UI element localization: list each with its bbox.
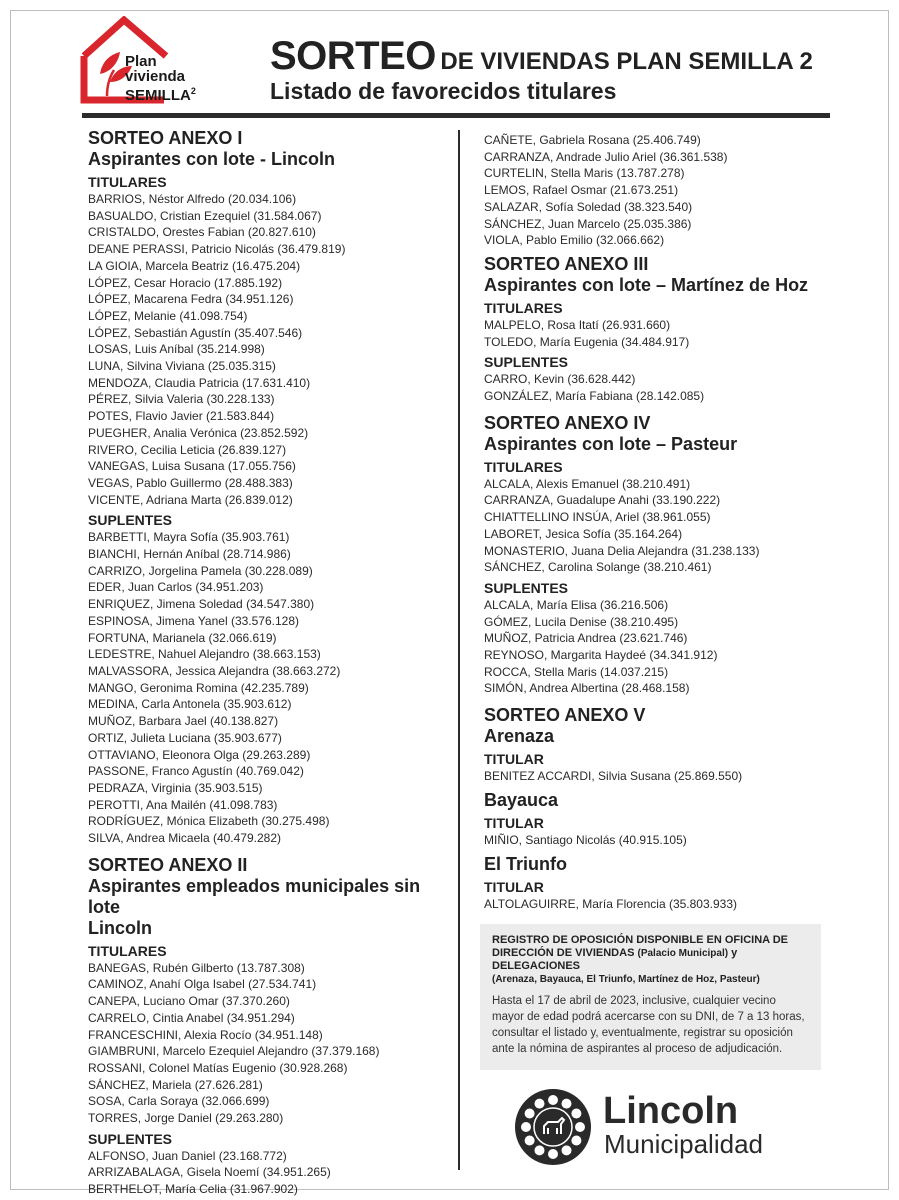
anexo1-titular: DEANE PERASSI, Patricio Nicolás (36.479.819) bbox=[88, 242, 346, 257]
notice-head2c: y DELEGACIONES bbox=[492, 947, 738, 972]
anexo4-suplente: MUÑOZ, Patricia Andrea (23.621.746) bbox=[484, 631, 688, 646]
anexo1-titular: LÓPEZ, Cesar Horacio (17.885.192) bbox=[88, 275, 283, 290]
triunfo-label: TITULAR bbox=[484, 878, 544, 895]
bayauca-titular: MIÑIO, Santiago Nicolás (40.915.105) bbox=[484, 832, 687, 847]
anexo1-titular: POTES, Flavio Javier (21.583.844) bbox=[88, 409, 275, 424]
anexo4-suplentes-label: SUPLENTES bbox=[484, 579, 569, 596]
anexo1-titular: BARRIOS, Néstor Alfredo (20.034.106) bbox=[88, 192, 297, 206]
anexo2-subtitle2: Lincoln bbox=[88, 917, 152, 938]
anexo1-titular: VICENTE, Adriana Marta (26.839.012) bbox=[88, 492, 293, 507]
anexo1-suplente: RODRÍGUEZ, Mónica Elizabeth (30.275.498) bbox=[88, 814, 330, 829]
anexo3-titular: TOLEDO, María Eugenia (34.484.917) bbox=[484, 334, 690, 349]
anexo1-titular: CRISTALDO, Orestes Fabian (20.827.610) bbox=[88, 225, 316, 240]
triunfo-title: El Triunfo bbox=[484, 853, 567, 874]
anexo2-title: SORTEO ANEXO II bbox=[88, 854, 248, 875]
anexo1-suplente: PEROTTI, Ana Mailén (41.098.783) bbox=[88, 797, 278, 812]
anexo4-titular: SÁNCHEZ, Carolina Solange (38.210.461) bbox=[484, 560, 712, 575]
notice-head2 bbox=[492, 947, 809, 973]
lincoln-municipalidad: Municipalidad bbox=[604, 1129, 763, 1159]
logo-line1: Plan bbox=[125, 53, 157, 70]
opposition-notice bbox=[480, 924, 821, 1070]
notice-head2b: (Palacio Municipal) bbox=[637, 948, 729, 959]
column-divider bbox=[458, 130, 460, 1170]
anexo1-suplente: MUÑOZ, Barbara Jael (40.138.827) bbox=[88, 714, 279, 729]
anexo1-titular: LUNA, Silvina Viviana (25.035.315) bbox=[88, 359, 276, 374]
anexo1-suplente: BIANCHI, Hernán Aníbal (28.714.986) bbox=[88, 547, 291, 562]
logo-text bbox=[125, 54, 196, 103]
anexo4-suplentes-list bbox=[484, 597, 834, 697]
anexo1-titular: LA GIOIA, Marcela Beatriz (16.475.204) bbox=[88, 258, 301, 273]
anexo2-suplentes-list-a bbox=[88, 1148, 450, 1198]
anexo3-suplentes-label: SUPLENTES bbox=[484, 354, 569, 371]
anexo2-suplente: LEMOS, Rafael Osmar (21.673.251) bbox=[484, 183, 679, 198]
anexo2-suplente: ARRIZABALAGA, Gisela Noemí (34.951.265) bbox=[88, 1165, 331, 1180]
anexo2-suplente: SÁNCHEZ, Juan Marcelo (25.035.386) bbox=[484, 216, 692, 231]
anexo4-titulares-list bbox=[484, 476, 834, 576]
anexo4-suplente: ALCALA, María Elisa (36.216.506) bbox=[484, 597, 669, 612]
notice-head1: REGISTRO DE OPOSICIÓN DISPONIBLE EN OFICINA DE bbox=[492, 934, 789, 946]
notice-line: Hasta el 17 de abril de 2023, inclusive, cualquier vecino bbox=[492, 995, 776, 1007]
anexo2-titulares-list bbox=[88, 960, 450, 1127]
anexo2-subtitle1: Aspirantes empleados municipales sin lote bbox=[88, 875, 421, 917]
left-column bbox=[88, 128, 450, 1198]
anexo3-suplente: CARRO, Kevin (36.628.442) bbox=[484, 372, 636, 387]
anexo3-titular: MALPELO, Rosa Itatí (26.931.660) bbox=[484, 317, 671, 332]
anexo1-suplente: CARRIZO, Jorgelina Pamela (30.228.089) bbox=[88, 563, 313, 578]
anexo2-titular: TORRES, Jorge Daniel (29.263.280) bbox=[88, 1111, 284, 1126]
arenaza-label: TITULAR bbox=[484, 751, 544, 768]
page-title bbox=[270, 34, 813, 79]
anexo1-titular: VANEGAS, Luisa Susana (17.055.756) bbox=[88, 459, 296, 474]
anexo2-titular: ROSSANI, Colonel Matías Eugenio (30.928.268) bbox=[88, 1060, 348, 1075]
anexo2-suplente: CURTELIN, Stella Maris (13.787.278) bbox=[484, 166, 685, 181]
anexo1-titular: LÓPEZ, Melanie (41.098.754) bbox=[88, 308, 248, 323]
anexo2-suplente: VIOLA, Pablo Emilio (32.066.662) bbox=[484, 233, 665, 248]
anexo3-title: SORTEO ANEXO III bbox=[484, 253, 649, 274]
anexo1-title: SORTEO ANEXO I bbox=[88, 128, 243, 148]
anexo1-suplente: ORTIZ, Julieta Luciana (35.903.677) bbox=[88, 730, 282, 745]
anexo1-suplentes-list bbox=[88, 529, 450, 846]
anexo4-suplente: GÓMEZ, Lucila Denise (38.210.495) bbox=[484, 614, 679, 629]
anexo1-titular: LOSAS, Luis Aníbal (35.214.998) bbox=[88, 342, 265, 357]
anexo3-titulares-label: TITULARES bbox=[484, 299, 563, 316]
anexo3-suplentes-list bbox=[484, 371, 834, 404]
anexo4-title: SORTEO ANEXO IV bbox=[484, 412, 651, 433]
anexo2-suplente: SALAZAR, Sofía Soledad (38.323.540) bbox=[484, 199, 693, 214]
anexo2-titular: FRANCESCHINI, Alexia Rocío (34.951.148) bbox=[88, 1027, 323, 1042]
anexo4-suplente: ROCCA, Stella Maris (14.037.215) bbox=[484, 664, 669, 679]
anexo1-suplente: MALVASSORA, Jessica Alejandra (38.663.272) bbox=[88, 663, 341, 678]
anexo4-titular: MONASTERIO, Juana Delia Alejandra (31.238.133) bbox=[484, 543, 760, 558]
notice-line: mayor de edad podrá acercarse con su DNI, de 7 a 13 horas, bbox=[492, 1011, 805, 1023]
anexo1-suplente: PASSONE, Franco Agustín (40.769.042) bbox=[88, 764, 304, 779]
anexo2-titular: CARRELO, Cintia Anabel (34.951.294) bbox=[88, 1010, 295, 1025]
anexo4-titular: CARRANZA, Guadalupe Anahi (33.190.222) bbox=[484, 493, 721, 508]
bayauca-title: Bayauca bbox=[484, 789, 559, 810]
anexo1-suplente: ENRIQUEZ, Jimena Soledad (34.547.380) bbox=[88, 597, 315, 612]
anexo1-titular: MENDOZA, Claudia Patricia (17.631.410) bbox=[88, 375, 311, 390]
anexo2-titular: SÁNCHEZ, Mariela (27.626.281) bbox=[88, 1077, 263, 1092]
anexo1-suplente: BARBETTI, Mayra Sofía (35.903.761) bbox=[88, 530, 290, 545]
notice-head3: (Arenaza, Bayauca, El Triunfo, Martínez de Hoz, Pasteur) bbox=[492, 974, 760, 985]
arenaza-titular: BENITEZ ACCARDI, Silvia Susana (25.869.550) bbox=[484, 769, 743, 784]
anexo1-titular: RIVERO, Cecilia Leticia (26.839.127) bbox=[88, 442, 287, 457]
anexo1-suplente: PEDRAZA, Virginia (35.903.515) bbox=[88, 780, 263, 795]
logo-line3: SEMILLA bbox=[125, 87, 191, 104]
anexo3-suplente: GONZÁLEZ, María Fabiana (28.142.085) bbox=[484, 389, 705, 404]
notice-head2a: DIRECCIÓN DE VIVIENDAS bbox=[492, 947, 635, 959]
lincoln-name: Lincoln bbox=[603, 1090, 739, 1132]
anexo4-subtitle: Aspirantes con lote – Pasteur bbox=[484, 433, 738, 454]
anexo4-titular: CHIATTELLINO INSÚA, Ariel (38.961.055) bbox=[484, 510, 711, 525]
anexo1-titular: BASUALDO, Cristian Ezequiel (31.584.067) bbox=[88, 208, 322, 223]
logo-sup: 2 bbox=[190, 86, 196, 96]
title-rest: DE VIVIENDAS PLAN SEMILLA 2 bbox=[440, 48, 813, 75]
anexo4-suplente: REYNOSO, Margarita Haydeé (34.341.912) bbox=[484, 648, 718, 663]
anexo4-titulares-label: TITULARES bbox=[484, 458, 563, 475]
anexo1-suplente: EDER, Juan Carlos (34.951.203) bbox=[88, 580, 264, 595]
anexo2-suplente: BERTHELOT, María Celia (31.967.902) bbox=[88, 1182, 298, 1197]
right-column bbox=[484, 132, 834, 912]
anexo3-titulares-list bbox=[484, 317, 834, 350]
anexo2-suplente: ALFONSO, Juan Daniel (23.168.772) bbox=[88, 1148, 287, 1163]
anexo1-suplentes-label: SUPLENTES bbox=[88, 512, 173, 529]
anexo5-title: SORTEO ANEXO V bbox=[484, 705, 646, 726]
anexo1-titular: PÉREZ, Silvia Valeria (30.228.133) bbox=[88, 392, 275, 407]
page-subtitle: Listado de favorecidos titulares bbox=[270, 78, 617, 104]
triunfo-titular: ALTOLAGUIRRE, María Florencia (35.803.933) bbox=[484, 896, 737, 911]
anexo1-titular: LÓPEZ, Macarena Fedra (34.951.126) bbox=[88, 292, 294, 307]
lincoln-emblem-icon bbox=[514, 1088, 592, 1166]
anexo1-suplente: OTTAVIANO, Eleonora Olga (29.263.289) bbox=[88, 747, 311, 762]
anexo2-titular: SOSA, Carla Soraya (32.066.699) bbox=[88, 1094, 270, 1109]
anexo1-titulares-list bbox=[88, 191, 450, 508]
notice-line: ante la nómina de aspirantes al proceso de adjudicación. bbox=[492, 1043, 783, 1055]
anexo1-suplente: MEDINA, Carla Antonela (35.903.612) bbox=[88, 697, 292, 712]
anexo2-titular: BANEGAS, Rubén Gilberto (13.787.308) bbox=[88, 960, 305, 975]
header-divider bbox=[82, 113, 830, 118]
anexo2-titular: CANEPA, Luciano Omar (37.370.260) bbox=[88, 994, 290, 1009]
anexo1-subtitle: Aspirantes con lote - Lincoln bbox=[88, 149, 336, 169]
logo-line2: vivienda bbox=[125, 68, 186, 85]
anexo1-suplente: FORTUNA, Marianela (32.066.619) bbox=[88, 630, 277, 645]
anexo2-titular: CAMINOZ, Anahí Olga Isabel (27.534.741) bbox=[88, 977, 317, 992]
title-big: SORTEO bbox=[270, 34, 436, 78]
anexo1-titular: VEGAS, Pablo Guillermo (28.488.383) bbox=[88, 475, 293, 490]
anexo1-suplente: LEDESTRE, Nahuel Alejandro (38.663.153) bbox=[88, 647, 321, 662]
notice-line: consultar el listado y, eventualmente, registrar su oposición bbox=[492, 1027, 793, 1039]
anexo1-suplente: SILVA, Andrea Micaela (40.479.282) bbox=[88, 831, 282, 846]
anexo2-suplentes-list-b bbox=[484, 132, 834, 249]
anexo1-titulares-label: TITULARES bbox=[88, 174, 167, 190]
anexo2-titulares-label: TITULARES bbox=[88, 942, 167, 959]
anexo2-suplente: CAÑETE, Gabriela Rosana (25.406.749) bbox=[484, 133, 701, 147]
anexo1-titular: LÓPEZ, Sebastián Agustín (35.407.546) bbox=[88, 325, 303, 340]
anexo4-titular: LABORET, Jesica Sofía (35.164.264) bbox=[484, 526, 683, 541]
anexo2-suplente: CARRANZA, Andrade Julio Ariel (36.361.538) bbox=[484, 149, 728, 164]
anexo1-suplente: MANGO, Geronima Romina (42.235.789) bbox=[88, 680, 309, 695]
anexo4-titular: ALCALA, Alexis Emanuel (38.210.491) bbox=[484, 476, 691, 491]
bayauca-label: TITULAR bbox=[484, 814, 544, 831]
anexo2-suplentes-label: SUPLENTES bbox=[88, 1130, 173, 1147]
anexo4-suplente: SIMÓN, Andrea Albertina (28.468.158) bbox=[484, 681, 690, 696]
notice-body bbox=[492, 993, 809, 1057]
anexo1-suplente: ESPINOSA, Jimena Yanel (33.576.128) bbox=[88, 613, 300, 628]
anexo2-titular: GIAMBRUNI, Marcelo Ezequiel Alejandro (37.379.168) bbox=[88, 1044, 380, 1059]
anexo1-titular: PUEGHER, Analia Verónica (23.852.592) bbox=[88, 425, 309, 440]
anexo3-subtitle: Aspirantes con lote – Martínez de Hoz bbox=[484, 274, 809, 295]
arenaza-title: Arenaza bbox=[484, 726, 555, 747]
